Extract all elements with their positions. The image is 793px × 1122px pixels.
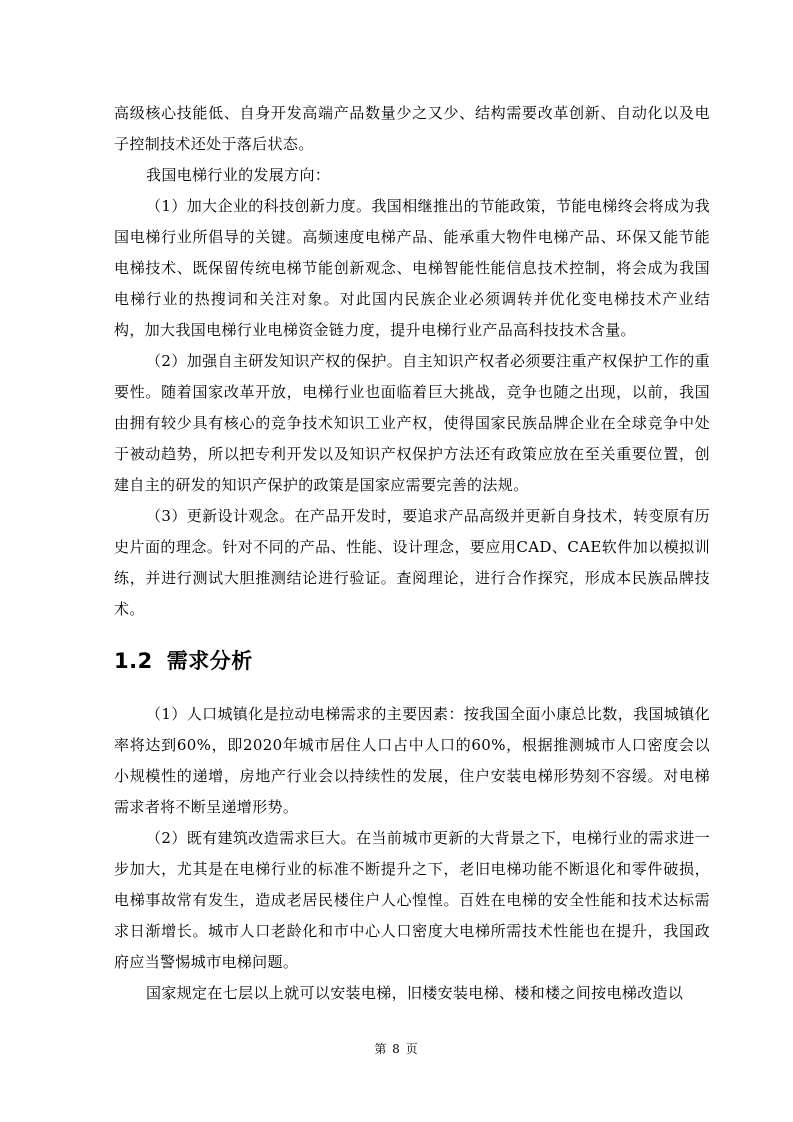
- page-body: [114, 98, 710, 1009]
- page-number-footer: 第 8 页: [374, 1042, 419, 1056]
- paragraph-continuation: 高级核心技能低、自身开发高端产品数量少之又少、结构需要改革创新、自动化以及电子控制技术还处于落后状态。: [114, 104, 710, 153]
- paragraph-demand-1: （1）人口城镇化是拉动电梯需求的主要因素：按我国全面小康总比数，我国城镇化率将达到60%，即2020年城市居住人口占中人口的60%，根据推测城市人口密度会以小规模性的递增，房地产行业会以持续性的发展，住户安装电梯形势刻不容缓。对电梯需求者将不断呈递增形势。: [114, 705, 710, 816]
- section-number: 1.2: [114, 649, 153, 673]
- paragraph-demand-2: （2）既有建筑改造需求巨大。在当前城市更新的大背景之下，电梯行业的需求进一步加大，尤其是在电梯行业的标准不断提升之下，老旧电梯功能不断退化和零件破损，电梯事故常有发生，造成老居民楼住户人心惶惶。百姓在电梯的安全性能和技术达标需求日渐增长。城市人口老龄化和市中心人口密度大电梯所需技术性能也在提升，我国政府应当警惕城市电梯问题。: [114, 829, 710, 971]
- paragraph-demand-3: 国家规定在七层以上就可以安装电梯，旧楼安装电梯、楼和楼之间按电梯改造以: [146, 984, 684, 1002]
- section-title: 需求分析: [166, 649, 253, 673]
- paragraph-direction-3: （3）更新设计观念。在产品开发时，要追求产品高级并更新自身技术，转变原有历史片面的理念。针对不同的产品、性能、设计理念，要应用CAD、CAE软件加以模拟训练，并进行测试大胆推测结论进行验证。查阅理论，进行合作探究，形成本民族品牌技术。: [114, 507, 710, 618]
- section-heading: [114, 641, 710, 681]
- paragraph-direction-intro: 我国电梯行业的发展方向：: [146, 166, 331, 184]
- paragraph-direction-1: （1）加大企业的科技创新力度。我国相继推出的节能政策，节能电梯终会将成为我国电梯行业所倡导的关键。高频速度电梯产品、能承重大物件电梯产品、环保又能节能电梯技术、既保留传统电梯节能创新观念、电梯智能性能信息技术控制，将会成为我国电梯行业的热搜词和关注对象。对此国内民族企业必须调转并优化变电梯技术产业结构，加大我国电梯行业电梯资金链力度，提升电梯行业产品高科技技术含量。: [114, 197, 710, 339]
- paragraph-direction-2: （2）加强自主研发知识产权的保护。自主知识产权者必须要注重产权保护工作的重要性。随着国家改革开放，电梯行业也面临着巨大挑战，竞争也随之出现，以前，我国由拥有较少具有核心的竞争技术知识工业产权，使得国家民族品牌企业在全球竞争中处于被动趋势，所以把专利开发以及知识产权保护方法还有政策应放在至关重要位置，创建自主的研发的知识产保护的政策是国家应需要完善的法规。: [114, 352, 710, 494]
